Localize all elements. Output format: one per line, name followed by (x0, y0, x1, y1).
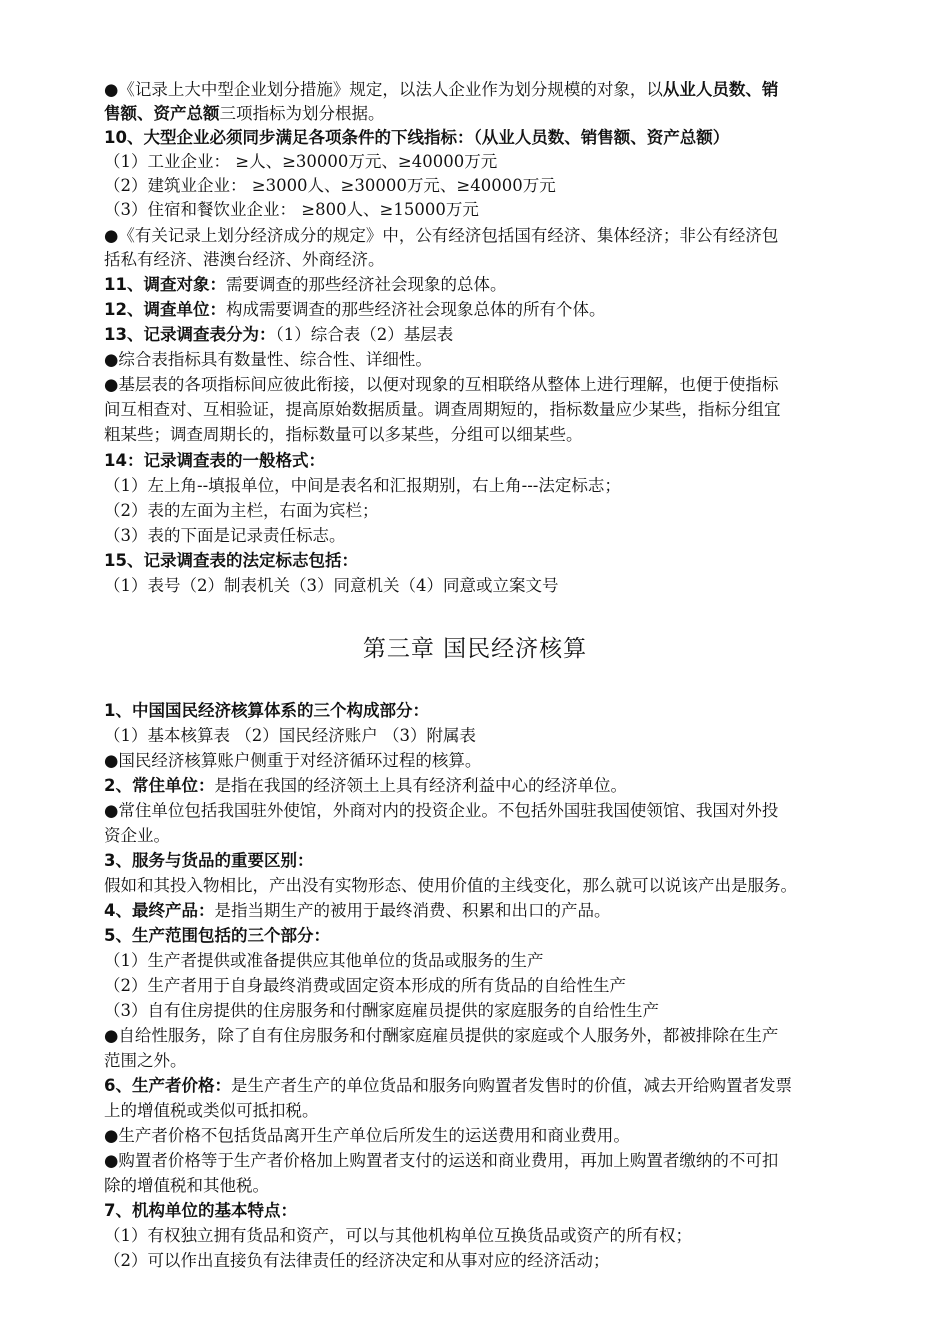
text-line (104, 323, 899, 347)
bold-text: 1、中国国民经济核算体系的三个构成部分： (104, 701, 429, 720)
text-line (104, 298, 899, 322)
text-line (104, 398, 899, 422)
bold-text: 10、大型企业必须同步满足各项条件的下线指标：（从业人员数、销售额、资产总额） (104, 128, 730, 147)
text-line (104, 198, 899, 222)
text-line (104, 126, 899, 150)
bold-text: 4、最终产品： (104, 901, 215, 920)
body-text: 需要调查的那些经济社会现象的总体。 (225, 275, 507, 294)
text-line (104, 273, 899, 297)
text-line (104, 574, 899, 598)
body-text: 括私有经济、港澳台经济、外商经济。 (104, 250, 385, 269)
text-line (104, 699, 899, 723)
chapter-heading: 第三章 国民经济核算 (362, 636, 588, 662)
body-text: （1）基本核算表 （2）国民经济账户 （3）附属表 (104, 726, 476, 745)
body-text: 资企业。 (104, 826, 170, 845)
text-line (104, 150, 899, 174)
text-line (104, 423, 899, 447)
body-text: 粗某些；调查周期长的，指标数量可以多某些，分组可以细某些。 (104, 425, 583, 444)
body-text: 构成需要调查的那些经济社会现象总体的所有个体。 (225, 300, 606, 319)
text-line (104, 999, 899, 1023)
text-line (104, 1049, 899, 1073)
text-line (104, 724, 899, 748)
body-text: 是指在我国的经济领土上具有经济利益中心的经济单位。 (214, 776, 627, 795)
bold-text: 13、记录调查表分为： (104, 325, 276, 344)
body-text: ●综合表指标具有数量性、综合性、详细性。 (104, 350, 432, 369)
body-text: 除的增值税和其他税。 (104, 1176, 269, 1195)
body-text: ●国民经济核算账户侧重于对经济循环过程的核算。 (104, 751, 482, 770)
text-line (104, 849, 899, 873)
text-line (104, 949, 899, 973)
body-text: 间互相查对、互相验证，提高原始数据质量。调查周期短的，指标数量应少某些，指标分组宜 (104, 400, 781, 419)
text-line (104, 174, 899, 198)
text-line (104, 874, 899, 898)
text-line (104, 524, 899, 548)
text-line (104, 549, 899, 573)
text-line (104, 1224, 899, 1248)
bold-text: 6、生产者价格： (104, 1076, 231, 1095)
text-line (104, 899, 899, 923)
body-text: （2）表的左面为主栏，右面为宾栏； (104, 501, 379, 520)
body-text: 是生产者生产的单位货品和服务向购置者发售时的价值，减去开给购置者发票 (230, 1076, 792, 1095)
text-line (104, 799, 899, 823)
text-line (104, 474, 899, 498)
bold-text: 5、生产范围包括的三个部分： (104, 926, 330, 945)
body-text: （2）建筑业企业： ≥3000人、≥30000万元、≥40000万元 (104, 176, 556, 195)
text-line (104, 348, 899, 372)
bold-text: 从业人员数、销 (662, 80, 779, 99)
body-text: （3）住宿和餐饮业企业： ≥800人、≥15000万元 (104, 200, 479, 219)
body-text: （1）生产者提供或准备提供应其他单位的货品或服务的生产 (104, 951, 544, 970)
text-line (104, 1199, 899, 1223)
body-text: 假如和其投入物相比，产出没有实物形态、使用价值的主线变化，那么就可以说该产出是服务。 (104, 876, 797, 895)
body-text: （3）自有住房提供的住房服务和付酬家庭雇员提供的家庭服务的自给性生产 (104, 1001, 659, 1020)
body-text: ●购置者价格等于生产者价格加上购置者支付的运送和商业费用，再加上购置者缴纳的不可扣 (104, 1151, 779, 1170)
body-text: （1）表号（2）制表机关（3）同意机关（4）同意或立案文号 (104, 576, 559, 595)
text-line (104, 1174, 899, 1198)
bold-text: 3、服务与货品的重要区别： (104, 851, 314, 870)
text-line (104, 224, 899, 248)
text-line (104, 1249, 899, 1273)
text-line (104, 248, 899, 272)
text-line (104, 373, 899, 397)
text-line (104, 749, 899, 773)
bold-text: 2、常住单位： (104, 776, 215, 795)
text-line (104, 774, 899, 798)
body-text: （2）生产者用于自身最终消费或固定资本形成的所有货品的自给性生产 (104, 976, 626, 995)
text-line (104, 102, 899, 126)
bold-text: 15、记录调查表的法定标志包括： (104, 551, 358, 570)
body-text: （1）有权独立拥有货品和资产，可以与其他机构单位互换货品或资产的所有权； (104, 1226, 692, 1245)
text-line (104, 1149, 899, 1173)
body-text: （1）工业企业： ≥人、≥30000万元、≥40000万元 (104, 152, 498, 171)
body-text: ●《有关记录上划分经济成分的规定》中，公有经济包括国有经济、集体经济；非公有经济包 (104, 226, 779, 245)
text-line (104, 924, 899, 948)
text-line (104, 824, 899, 848)
body-text: ●基层表的各项指标间应彼此衔接，以便对现象的互相联络从整体上进行理解，也便于使指标 (104, 375, 779, 394)
text-line (104, 499, 899, 523)
text-line (104, 449, 899, 473)
body-text: ●生产者价格不包括货品离开生产单位后所发生的运送费用和商业费用。 (104, 1126, 630, 1145)
body-text: （1）综合表（2）基层表 (275, 325, 454, 344)
body-text: 范围之外。 (104, 1051, 187, 1070)
bold-text: 售额、资产总额 (104, 104, 220, 123)
body-text: ●自给性服务，除了自有住房服务和付酬家庭雇员提供的家庭或个人服务外，都被排除在生产 (104, 1026, 779, 1045)
bold-text: 14：记录调查表的一般格式： (104, 451, 325, 470)
text-line (104, 78, 899, 102)
body-text: 上的增值税或类似可抵扣税。 (104, 1101, 319, 1120)
text-line (104, 974, 899, 998)
text-line (104, 1024, 899, 1048)
body-text: ●《记录上大中型企业划分措施》规定，以法人企业作为划分规模的对象，以 (104, 80, 663, 99)
body-text: （3）表的下面是记录责任标志。 (104, 526, 346, 545)
body-text: （1）左上角--填报单位，中间是表名和汇报期别，右上角---法定标志； (104, 476, 621, 495)
body-text: ●常住单位包括我国驻外使馆，外商对内的投资企业。不包括外国驻我国使领馆、我国对外投 (104, 801, 779, 820)
body-text: 是指当期生产的被用于最终消费、积累和出口的产品。 (214, 901, 611, 920)
body-text: 三项指标为划分根据。 (219, 104, 385, 123)
text-line (104, 1099, 899, 1123)
body-text: （2）可以作出直接负有法律责任的经济决定和从事对应的经济活动； (104, 1251, 610, 1270)
bold-text: 11、调查对象： (104, 275, 226, 294)
bold-text: 7、机构单位的基本特点： (104, 1201, 297, 1220)
bold-text: 12、调查单位： (104, 300, 226, 319)
text-line (104, 1124, 899, 1148)
text-line (104, 1074, 899, 1098)
